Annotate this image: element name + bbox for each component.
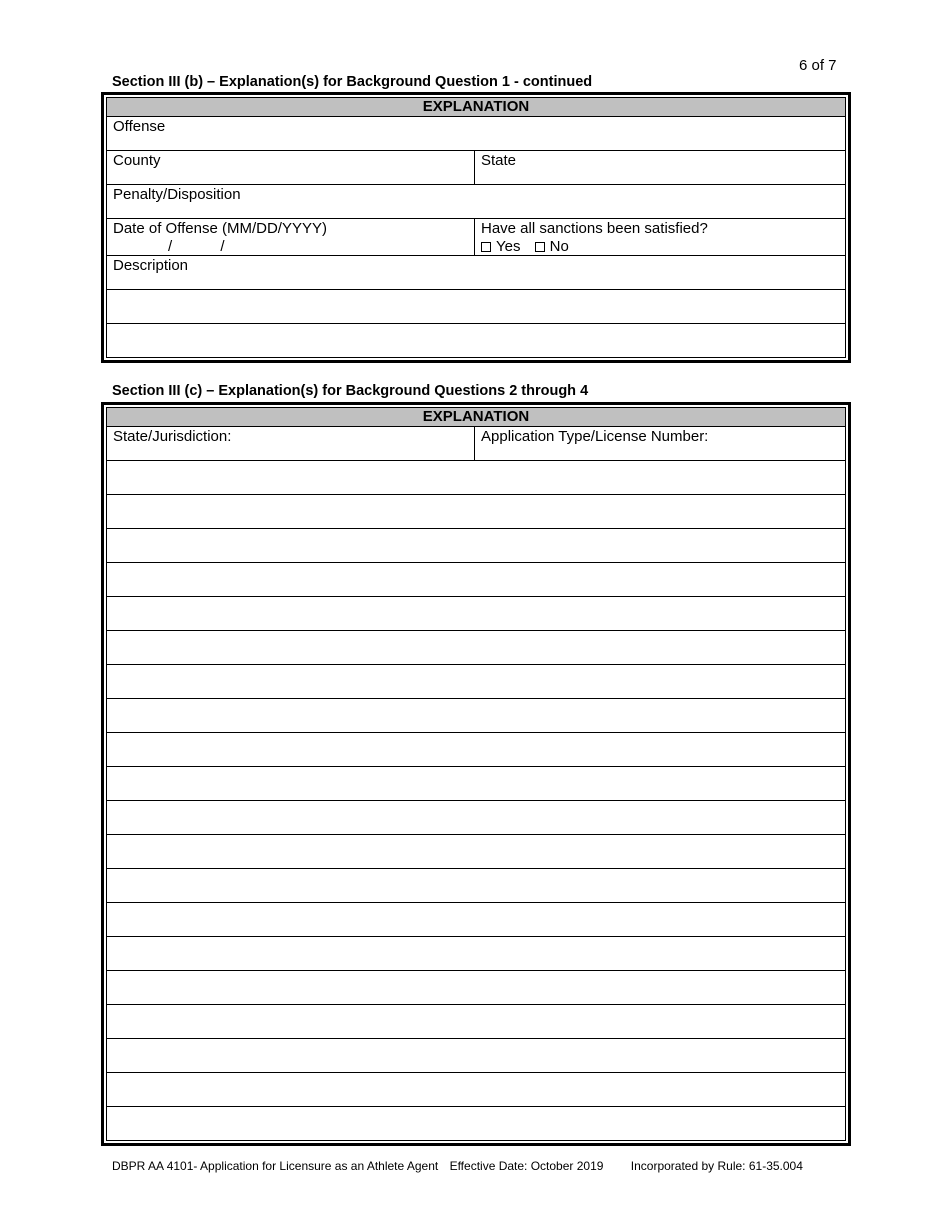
no-label: No bbox=[549, 238, 569, 255]
jurisdiction-label: State/Jurisdiction: bbox=[113, 428, 232, 445]
explanation-line-cell[interactable] bbox=[107, 903, 845, 936]
offense-label: Offense bbox=[113, 118, 166, 135]
page-footer bbox=[112, 1159, 811, 1173]
explanation-line[interactable] bbox=[107, 766, 845, 800]
explanation-line-cell[interactable] bbox=[107, 733, 845, 766]
license-number-label: Application Type/License Number: bbox=[481, 428, 709, 445]
description-line[interactable] bbox=[107, 289, 845, 323]
explanation-line[interactable] bbox=[107, 834, 845, 868]
county-label: County bbox=[113, 152, 161, 169]
explanation-line[interactable] bbox=[107, 800, 845, 834]
section-b-header: EXPLANATION bbox=[107, 98, 845, 117]
explanation-line-cell[interactable] bbox=[107, 801, 845, 834]
explanation-line-cell[interactable] bbox=[107, 1005, 845, 1038]
yes-label: Yes bbox=[496, 238, 521, 255]
page-number: 6 of 7 bbox=[799, 57, 837, 74]
date-of-offense-field[interactable] bbox=[107, 219, 475, 255]
explanation-line[interactable] bbox=[107, 494, 845, 528]
explanation-line[interactable] bbox=[107, 732, 845, 766]
explanation-line[interactable] bbox=[107, 1106, 845, 1140]
state-field[interactable] bbox=[475, 151, 845, 184]
date-of-offense-label: Date of Offense (MM/DD/YYYY) bbox=[113, 220, 327, 237]
explanation-line[interactable] bbox=[107, 1038, 845, 1072]
explanation-line[interactable] bbox=[107, 528, 845, 562]
explanation-line[interactable] bbox=[107, 868, 845, 902]
section-b-form bbox=[101, 92, 851, 363]
explanation-line-cell[interactable] bbox=[107, 1073, 845, 1106]
section-c-header: EXPLANATION bbox=[107, 408, 845, 427]
sanctions-no-option[interactable] bbox=[535, 238, 569, 255]
explanation-line-cell[interactable] bbox=[107, 461, 845, 494]
explanation-line[interactable] bbox=[107, 970, 845, 1004]
sanctions-field bbox=[475, 219, 845, 255]
yes-checkbox[interactable] bbox=[481, 242, 491, 252]
sanctions-yes-option[interactable] bbox=[481, 238, 520, 255]
explanation-line-cell[interactable] bbox=[107, 1039, 845, 1072]
penalty-row bbox=[107, 184, 845, 218]
license-number-field[interactable] bbox=[475, 427, 845, 460]
explanation-line[interactable] bbox=[107, 460, 845, 494]
explanation-line-cell[interactable] bbox=[107, 495, 845, 528]
no-checkbox[interactable] bbox=[535, 242, 545, 252]
explanation-line-cell[interactable] bbox=[107, 699, 845, 732]
explanation-line-cell[interactable] bbox=[107, 869, 845, 902]
explanation-line-cell[interactable] bbox=[107, 563, 845, 596]
offense-row bbox=[107, 117, 845, 150]
county-field[interactable] bbox=[107, 151, 475, 184]
description-line-cell[interactable] bbox=[107, 290, 845, 323]
county-state-row bbox=[107, 150, 845, 184]
footer-rule: Incorporated by Rule: 61-35.004 bbox=[630, 1159, 803, 1173]
explanation-line-cell[interactable] bbox=[107, 665, 845, 698]
section-c-form bbox=[101, 402, 851, 1146]
penalty-label: Penalty/Disposition bbox=[113, 186, 241, 203]
explanation-line[interactable] bbox=[107, 562, 845, 596]
explanation-line-cell[interactable] bbox=[107, 971, 845, 1004]
explanation-line-cell[interactable] bbox=[107, 767, 845, 800]
penalty-field[interactable] bbox=[107, 185, 845, 218]
jurisdiction-license-row bbox=[107, 427, 845, 460]
description-field[interactable] bbox=[107, 256, 845, 289]
explanation-line[interactable] bbox=[107, 936, 845, 970]
explanation-line[interactable] bbox=[107, 596, 845, 630]
explanation-line[interactable] bbox=[107, 630, 845, 664]
explanation-line[interactable] bbox=[107, 698, 845, 732]
explanation-line[interactable] bbox=[107, 1004, 845, 1038]
explanation-line[interactable] bbox=[107, 664, 845, 698]
section-b-title: Section III (b) – Explanation(s) for Background Question 1 - continued bbox=[112, 74, 593, 90]
description-label: Description bbox=[113, 257, 189, 274]
explanation-line[interactable] bbox=[107, 902, 845, 936]
description-line-cell[interactable] bbox=[107, 324, 845, 357]
explanation-line-cell[interactable] bbox=[107, 1107, 845, 1140]
description-row bbox=[107, 255, 845, 289]
date-separators: / / bbox=[168, 238, 225, 255]
footer-effective-date: Effective Date: October 2019 bbox=[449, 1159, 604, 1173]
offense-field[interactable] bbox=[107, 117, 845, 150]
state-label: State bbox=[481, 152, 517, 169]
description-line[interactable] bbox=[107, 323, 845, 357]
explanation-line-cell[interactable] bbox=[107, 835, 845, 868]
explanation-line-cell[interactable] bbox=[107, 937, 845, 970]
section-c-title: Section III (c) – Explanation(s) for Background Questions 2 through 4 bbox=[112, 383, 589, 399]
footer-form-id: DBPR AA 4101- Application for Licensure as an Athlete Agent bbox=[112, 1159, 439, 1173]
sanctions-question: Have all sanctions been satisfied? bbox=[481, 220, 708, 237]
explanation-line-cell[interactable] bbox=[107, 597, 845, 630]
explanation-line-cell[interactable] bbox=[107, 529, 845, 562]
jurisdiction-field[interactable] bbox=[107, 427, 475, 460]
explanation-line[interactable] bbox=[107, 1072, 845, 1106]
explanation-line-cell[interactable] bbox=[107, 631, 845, 664]
date-sanctions-row bbox=[107, 218, 845, 255]
